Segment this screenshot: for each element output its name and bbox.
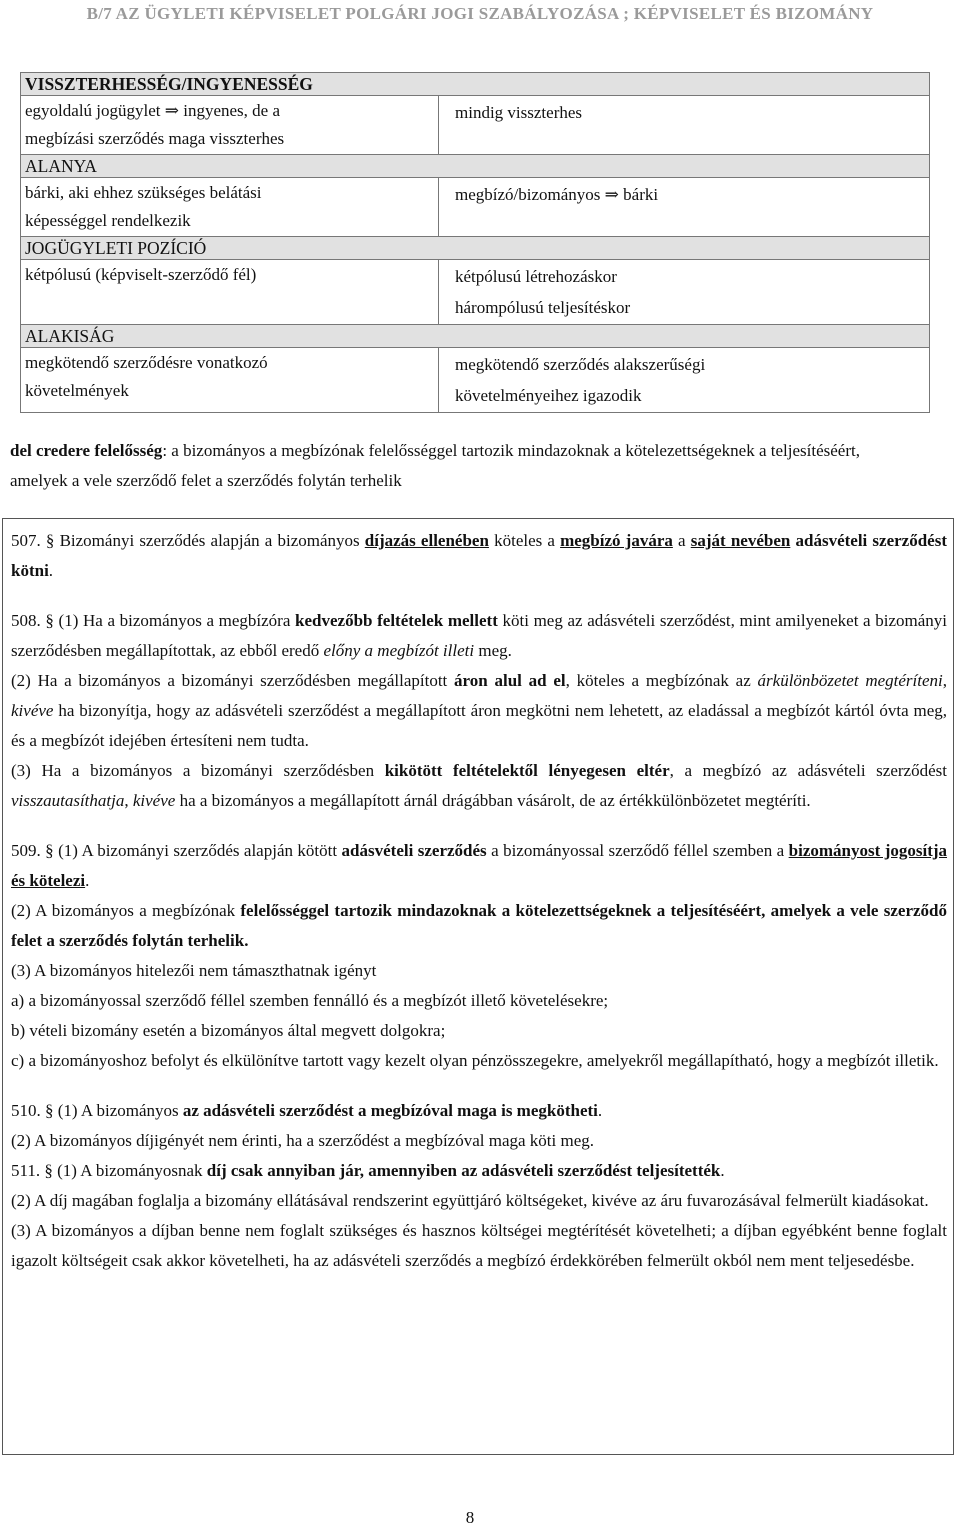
table-cell-right: mindig visszterhes (439, 96, 930, 155)
table-row (21, 260, 930, 325)
section-507: 507. § Bizományi szerződés alapján a bizományos díjazás ellenében köteles a megbízó javára a saját nevében adásvételi szerződést kötni. (11, 531, 947, 580)
table-heading-row (21, 325, 930, 348)
table-heading: ALANYA (21, 155, 930, 178)
comparison-table (20, 72, 930, 413)
table-heading-row (21, 237, 930, 260)
table-heading-row (21, 155, 930, 178)
table-cell-left: megkötendő szerződésre vonatkozó követelmények (21, 348, 439, 413)
section-509-p1: 509. § (1) A bizományi szerződés alapján kötött adásvételi szerződés a bizományossal szerződő féllel szemben a bizományost jogosítja és kötelezi. (11, 841, 948, 890)
section-509-pc: c) a bizományoshoz befolyt és elkülönítve tartott vagy kezelt olyan pénzösszegekre, amelyekről megállapítható, hogy a megbízót illetik. (11, 1051, 939, 1070)
table-heading: JOGÜGYLETI POZÍCIÓ (21, 237, 930, 260)
section-511-p3: (3) A bizományos a díjban benne nem foglalt szükséges és hasznos költségei megtérítését követelheti; a díjban egyébként benne foglalt igazolt költségeit csak akkor követelheti, ha az adásvételi szerződés a megbízó érdekkörében felmerült okból nem ment teljesedésbe. (11, 1221, 947, 1270)
section-508-p1: 508. § (1) Ha a bizományos a megbízóra kedvezőbb feltételek mellett köti meg az adásvételi szerződést, mint amilyeneket a bizományi szerződésben megállapítottak, az ebből eredő előny a megbízót illeti meg. (11, 611, 948, 660)
table-row (21, 96, 930, 155)
table-cell-right: megkötendő szerződés alakszerűségi követelményeihez igazodik (439, 348, 930, 413)
page-header: B/7 AZ ÜGYLETI KÉPVISELET POLGÁRI JOGI SZABÁLYOZÁSA ; KÉPVISELET ÉS BIZOMÁNY (86, 4, 874, 23)
section-510-p1: 510. § (1) A bizományos az adásvételi szerződést a megbízóval maga is megkötheti. (11, 1101, 603, 1120)
section-510-p2: (2) A bizományos díjigényét nem érinti, ha a szerződést a megbízóval maga köti meg. (11, 1131, 595, 1150)
table-row (21, 348, 930, 413)
section-509-pa: a) a bizományossal szerződő féllel szemben fennálló és a megbízót illető követelésekre; (11, 991, 609, 1010)
page-number: 8 (465, 1508, 475, 1527)
statute-box (2, 518, 954, 1455)
table-cell-left: kétpólusú (képviselt-szerződő fél) (21, 260, 439, 325)
section-509-p2: (2) A bizományos a megbízónak felelősséggel tartozik mindazoknak a kötelezettségeknek a teljesítéséért, amelyek a vele szerződő felet a szerződés folytán terhelik. (11, 901, 947, 950)
table-cell-right: kétpólusú létrehozáskor hárompólusú teljesítéskor (439, 260, 930, 325)
delcredere-paragraph (10, 436, 910, 496)
table-cell-left: egyoldalú jogügylet ⇒ ingyenes, de a megbízási szerződés maga visszterhes (21, 96, 439, 155)
table-row (21, 178, 930, 237)
delcredere-term: del credere felelősség (10, 441, 163, 460)
table-cell-left: bárki, aki ehhez szükséges belátási képességgel rendelkezik (21, 178, 439, 237)
table-heading: VISSZTERHESSÉG/INGYENESSÉG (21, 73, 930, 96)
section-511-p1: 511. § (1) A bizományosnak díj csak annyiban jár, amennyiben az adásvételi szerződést teljesítették. (11, 1161, 725, 1180)
delcredere-text: : a bizományos a megbízónak felelősséggel tartozik mindazoknak a kötelezettségeknek a teljesítéséért, amelyek a vele szerződő felet a szerződés folytán terhelik (10, 441, 860, 490)
section-509-p3: (3) A bizományos hitelezői nem támaszthatnak igényt (11, 961, 377, 980)
table-heading-row (21, 73, 930, 96)
section-508-p3: (3) Ha a bizományos a bizományi szerződésben kikötött feltételektől lényegesen eltér, a megbízó az adásvételi szerződést visszautasíthatja, kivéve ha a bizományos a megállapított árnál drágábban vásárolt, de az értékkülönbözetet megtéríti. (11, 761, 947, 810)
section-508-p2: (2) Ha a bizományos a bizományi szerződésben megállapított áron alul ad el, köteles a megbízónak az árkülönbözetet megtéríteni, kivéve ha bizonyítja, hogy az adásvételi szerződést a megállapított áron megkötni nem lehetett, az eladással a megbízót kártól óvta meg, és a megbízót idejében értesíteni nem tudta. (11, 671, 947, 750)
table-cell-right: megbízó/bizományos ⇒ bárki (439, 178, 930, 237)
section-511-p2: (2) A díj magában foglalja a bizomány ellátásával rendszerint együttjáró költségeket, kivéve az áru fuvarozásával felmerült kiadásokat. (11, 1191, 929, 1210)
section-509-pb: b) vételi bizomány esetén a bizományos által megvett dolgokra; (11, 1021, 446, 1040)
table-heading: ALAKISÁG (21, 325, 930, 348)
